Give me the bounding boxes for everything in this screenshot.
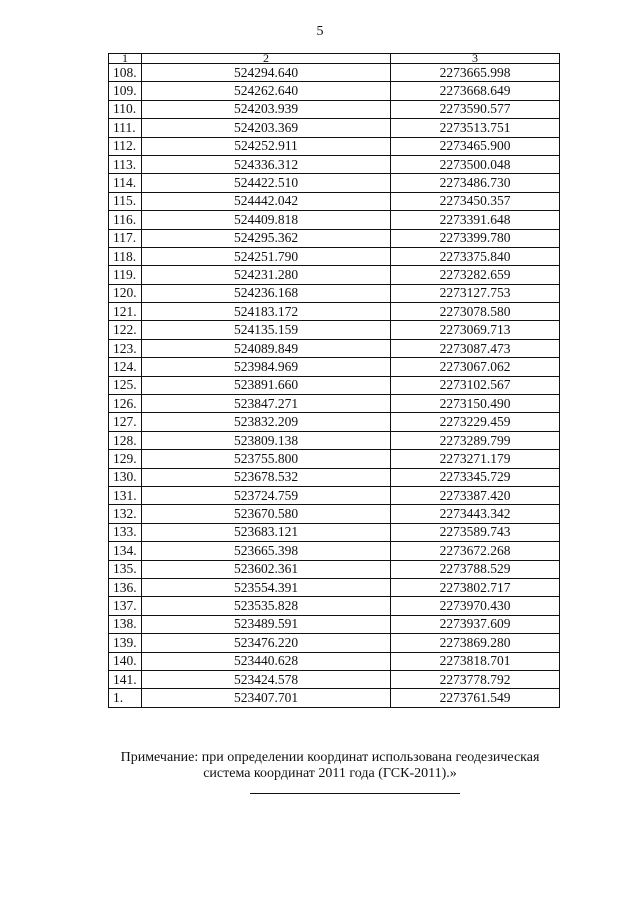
coord-x-cell: 524089.849 xyxy=(142,339,391,357)
coord-y-cell: 2273500.048 xyxy=(391,155,560,173)
point-number-cell: 118. xyxy=(109,247,142,265)
coord-y-cell: 2273443.342 xyxy=(391,505,560,523)
table-row xyxy=(109,486,560,504)
coord-y-cell: 2273802.717 xyxy=(391,578,560,596)
point-number-cell: 136. xyxy=(109,578,142,596)
coord-x-cell: 523724.759 xyxy=(142,486,391,504)
coord-y-cell: 2273087.473 xyxy=(391,339,560,357)
table-row xyxy=(109,100,560,118)
coord-x-cell: 524262.640 xyxy=(142,82,391,100)
coord-y-cell: 2273069.713 xyxy=(391,321,560,339)
coord-x-cell: 523678.532 xyxy=(142,468,391,486)
point-number-cell: 128. xyxy=(109,431,142,449)
table-row xyxy=(109,560,560,578)
point-number-cell: 130. xyxy=(109,468,142,486)
point-number-cell: 119. xyxy=(109,266,142,284)
table-row xyxy=(109,505,560,523)
coord-y-cell: 2273672.268 xyxy=(391,542,560,560)
coord-x-cell: 524422.510 xyxy=(142,174,391,192)
point-number-cell: 139. xyxy=(109,634,142,652)
point-number-cell: 122. xyxy=(109,321,142,339)
table-row xyxy=(109,450,560,468)
table-row xyxy=(109,119,560,137)
point-number-cell: 116. xyxy=(109,211,142,229)
point-number-cell: 117. xyxy=(109,229,142,247)
table-row xyxy=(109,229,560,247)
coord-y-cell: 2273375.840 xyxy=(391,247,560,265)
coord-y-cell: 2273391.648 xyxy=(391,211,560,229)
table-row xyxy=(109,174,560,192)
coord-x-cell: 524409.818 xyxy=(142,211,391,229)
coord-y-cell: 2273399.780 xyxy=(391,229,560,247)
table-row xyxy=(109,652,560,670)
table-row xyxy=(109,689,560,707)
point-number-cell: 141. xyxy=(109,670,142,688)
coord-x-cell: 524236.168 xyxy=(142,284,391,302)
coord-x-cell: 524294.640 xyxy=(142,64,391,82)
table-row xyxy=(109,137,560,155)
point-number-cell: 112. xyxy=(109,137,142,155)
coord-y-cell: 2273513.751 xyxy=(391,119,560,137)
coord-y-cell: 2273788.529 xyxy=(391,560,560,578)
coord-y-cell: 2273450.357 xyxy=(391,192,560,210)
point-number-cell: 124. xyxy=(109,358,142,376)
coord-x-cell: 524336.312 xyxy=(142,155,391,173)
point-number-cell: 134. xyxy=(109,542,142,560)
coord-y-cell: 2273271.179 xyxy=(391,450,560,468)
coord-x-cell: 523407.701 xyxy=(142,689,391,707)
coord-y-cell: 2273937.609 xyxy=(391,615,560,633)
coord-y-cell: 2273665.998 xyxy=(391,64,560,82)
table-row xyxy=(109,376,560,394)
point-number-cell: 138. xyxy=(109,615,142,633)
table-row xyxy=(109,468,560,486)
point-number-cell: 126. xyxy=(109,395,142,413)
coord-x-cell: 524442.042 xyxy=(142,192,391,210)
coord-x-cell: 523683.121 xyxy=(142,523,391,541)
page-number: 5 xyxy=(316,24,324,39)
coord-x-cell: 523670.580 xyxy=(142,505,391,523)
coord-x-cell: 523832.209 xyxy=(142,413,391,431)
point-number-cell: 123. xyxy=(109,339,142,357)
table-row xyxy=(109,542,560,560)
coord-y-cell: 2273067.062 xyxy=(391,358,560,376)
point-number-cell: 127. xyxy=(109,413,142,431)
coord-x-cell: 523755.800 xyxy=(142,450,391,468)
coord-x-cell: 524203.939 xyxy=(142,100,391,118)
table-row xyxy=(109,64,560,82)
point-number-cell: 108. xyxy=(109,64,142,82)
coord-x-cell: 523847.271 xyxy=(142,395,391,413)
point-number-cell: 110. xyxy=(109,100,142,118)
coord-y-cell: 2273869.280 xyxy=(391,634,560,652)
coord-y-cell: 2273102.567 xyxy=(391,376,560,394)
header-cell-index: 1 xyxy=(109,54,142,64)
point-number-cell: 114. xyxy=(109,174,142,192)
coord-y-cell: 2273761.549 xyxy=(391,689,560,707)
table-row xyxy=(109,670,560,688)
point-number-cell: 132. xyxy=(109,505,142,523)
note-line-1: Примечание: при определении координат использована геодезическая xyxy=(120,750,540,765)
point-number-cell: 120. xyxy=(109,284,142,302)
coord-y-cell: 2273229.459 xyxy=(391,413,560,431)
note xyxy=(0,750,640,782)
table-row xyxy=(109,82,560,100)
coord-x-cell: 523665.398 xyxy=(142,542,391,560)
coord-y-cell: 2273387.420 xyxy=(391,486,560,504)
table-row xyxy=(109,211,560,229)
coord-y-cell: 2273465.900 xyxy=(391,137,560,155)
table-row xyxy=(109,192,560,210)
coord-x-cell: 524183.172 xyxy=(142,303,391,321)
coord-y-cell: 2273078.580 xyxy=(391,303,560,321)
table-row xyxy=(109,303,560,321)
coordinates-table xyxy=(108,53,560,708)
coord-y-cell: 2273486.730 xyxy=(391,174,560,192)
coord-x-cell: 524231.280 xyxy=(142,266,391,284)
coord-x-cell: 523891.660 xyxy=(142,376,391,394)
table-row xyxy=(109,155,560,173)
coord-y-cell: 2273127.753 xyxy=(391,284,560,302)
table-row xyxy=(109,615,560,633)
point-number-cell: 115. xyxy=(109,192,142,210)
closing-rule xyxy=(250,793,460,794)
table-row xyxy=(109,578,560,596)
coord-x-cell: 523602.361 xyxy=(142,560,391,578)
point-number-cell: 133. xyxy=(109,523,142,541)
coord-y-cell: 2273289.799 xyxy=(391,431,560,449)
coord-x-cell: 523476.220 xyxy=(142,634,391,652)
table-row xyxy=(109,284,560,302)
coord-x-cell: 523489.591 xyxy=(142,615,391,633)
point-number-cell: 1. xyxy=(109,689,142,707)
table-body xyxy=(109,64,560,708)
point-number-cell: 137. xyxy=(109,597,142,615)
table-row xyxy=(109,634,560,652)
coord-x-cell: 524203.369 xyxy=(142,119,391,137)
table-row xyxy=(109,395,560,413)
coord-x-cell: 524252.911 xyxy=(142,137,391,155)
coord-y-cell: 2273150.490 xyxy=(391,395,560,413)
point-number-cell: 111. xyxy=(109,119,142,137)
table-row xyxy=(109,247,560,265)
point-number-cell: 113. xyxy=(109,155,142,173)
header-cell-x: 2 xyxy=(142,54,391,64)
table-row xyxy=(109,597,560,615)
coord-y-cell: 2273282.659 xyxy=(391,266,560,284)
table-header-row xyxy=(109,54,560,64)
coord-x-cell: 524251.790 xyxy=(142,247,391,265)
coord-x-cell: 523984.969 xyxy=(142,358,391,376)
coord-x-cell: 524295.362 xyxy=(142,229,391,247)
coord-x-cell: 523424.578 xyxy=(142,670,391,688)
point-number-cell: 121. xyxy=(109,303,142,321)
header-cell-y: 3 xyxy=(391,54,560,64)
coord-y-cell: 2273778.792 xyxy=(391,670,560,688)
coord-y-cell: 2273345.729 xyxy=(391,468,560,486)
table-row xyxy=(109,413,560,431)
coord-y-cell: 2273668.649 xyxy=(391,82,560,100)
coord-y-cell: 2273589.743 xyxy=(391,523,560,541)
table-row xyxy=(109,266,560,284)
table-row xyxy=(109,339,560,357)
coord-y-cell: 2273818.701 xyxy=(391,652,560,670)
coord-y-cell: 2273590.577 xyxy=(391,100,560,118)
point-number-cell: 135. xyxy=(109,560,142,578)
note-line-2: система координат 2011 года (ГСК-2011).» xyxy=(203,766,457,781)
point-number-cell: 125. xyxy=(109,376,142,394)
table-row xyxy=(109,523,560,541)
coord-x-cell: 523809.138 xyxy=(142,431,391,449)
point-number-cell: 109. xyxy=(109,82,142,100)
table-row xyxy=(109,321,560,339)
coord-x-cell: 524135.159 xyxy=(142,321,391,339)
point-number-cell: 131. xyxy=(109,486,142,504)
coord-x-cell: 523440.628 xyxy=(142,652,391,670)
coord-x-cell: 523535.828 xyxy=(142,597,391,615)
table-row xyxy=(109,358,560,376)
table-row xyxy=(109,431,560,449)
coord-y-cell: 2273970.430 xyxy=(391,597,560,615)
point-number-cell: 140. xyxy=(109,652,142,670)
coord-x-cell: 523554.391 xyxy=(142,578,391,596)
point-number-cell: 129. xyxy=(109,450,142,468)
